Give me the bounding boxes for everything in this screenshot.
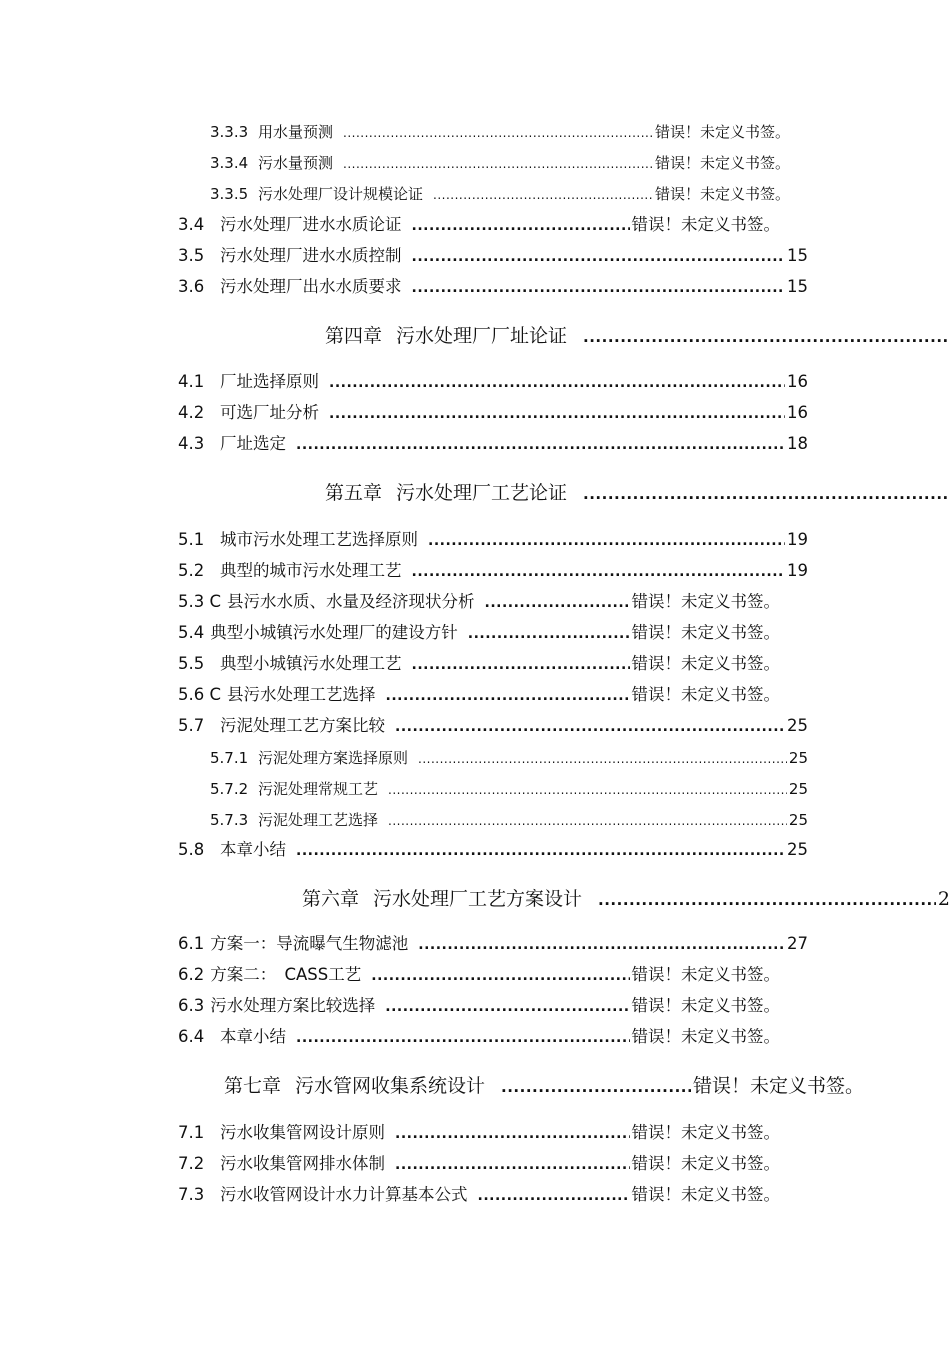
toc-page: 15: [787, 246, 808, 265]
toc-leader: [583, 323, 948, 351]
toc-number: 5.5: [178, 654, 205, 673]
toc-number: 3.3.3: [210, 123, 249, 141]
toc-title: 用水量预测: [258, 123, 334, 141]
toc-number: 5.7.3: [210, 811, 249, 829]
toc-page: 错误！未定义书签。: [631, 1154, 780, 1173]
toc-leader: [371, 964, 629, 988]
toc-title: 县污水处理工艺选择: [227, 685, 376, 704]
toc-title: 污水量预测: [258, 154, 334, 172]
toc-page: 错误！未定义书签。: [692, 1075, 864, 1097]
toc-number: 5.7: [178, 716, 205, 735]
toc-page: 错误！未定义书签。: [654, 123, 790, 141]
toc-entry[interactable]: [210, 151, 790, 175]
toc-title: 污泥处理方案选择原则: [258, 749, 409, 767]
toc-number: 第四章: [325, 325, 383, 347]
toc-leader: [296, 839, 785, 863]
toc-entry[interactable]: [178, 963, 780, 987]
toc-entry[interactable]: [178, 590, 780, 614]
toc-page: 2: [937, 888, 950, 910]
toc-number: 4.3: [178, 434, 205, 453]
toc-leader: [412, 560, 786, 584]
toc-entry[interactable]: [178, 370, 808, 394]
toc-page: 错误！未定义书签。: [631, 215, 780, 234]
toc-title: 城市污水处理工艺选择原则: [220, 530, 418, 549]
toc-entry[interactable]: [178, 244, 808, 268]
toc-title: 厂址选定: [220, 434, 286, 453]
toc-page: 19: [787, 530, 808, 549]
toc-number: 4.2: [178, 403, 205, 422]
toc-title: 污水收集管网设计原则: [220, 1123, 385, 1142]
toc-leader: [412, 214, 630, 238]
toc-page: 16: [787, 372, 808, 391]
toc-title: 县污水水质、水量及经济现状分析: [227, 592, 475, 611]
toc-number: 3.6: [178, 277, 205, 296]
toc-chapter-entry[interactable]: [325, 322, 950, 350]
toc-leader: [428, 529, 785, 553]
toc-title: 污泥处理工艺选择: [258, 811, 379, 829]
toc-entry[interactable]: [178, 994, 780, 1018]
toc-page: 错误！未定义书签。: [631, 996, 780, 1015]
toc-number: 5.7.2: [210, 780, 249, 798]
toc-title: 污水处理厂出水水质要求: [220, 277, 402, 296]
toc-number: 第七章: [224, 1075, 282, 1097]
toc-title: 污水管网收集系统设计: [295, 1075, 486, 1097]
toc-page: 错误！未定义书签。: [631, 1027, 780, 1046]
toc-title: 污水处理厂设计规模论证: [258, 185, 424, 203]
toc-number: 3.4: [178, 215, 205, 234]
toc-number: 6.4: [178, 1027, 205, 1046]
toc-number: 4.1: [178, 372, 205, 391]
toc-leader: [418, 933, 785, 957]
toc-entry[interactable]: [178, 559, 808, 583]
toc-leader: [329, 402, 785, 426]
toc-page: 错误！未定义书签。: [631, 592, 780, 611]
toc-page: 25: [788, 749, 808, 767]
toc-leader: [478, 1184, 630, 1208]
toc-leader: [296, 1026, 630, 1050]
toc-number: 第五章: [325, 482, 383, 504]
toc-leader: [296, 433, 785, 457]
toc-number: 6.2: [178, 965, 205, 984]
toc-title: 典型的城市污水处理工艺: [220, 561, 402, 580]
toc-leader: [412, 653, 630, 677]
toc-number: 5.3 C: [178, 592, 222, 611]
toc-page: 错误！未定义书签。: [631, 685, 780, 704]
toc-leader: [598, 886, 936, 914]
toc-entry[interactable]: [178, 432, 808, 456]
toc-leader: [485, 591, 630, 615]
toc-entry[interactable]: [178, 714, 808, 738]
toc-page: 16: [787, 403, 808, 422]
toc-number: 3.5: [178, 246, 205, 265]
toc-title: 厂址选择原则: [220, 372, 319, 391]
toc-entry[interactable]: [178, 838, 808, 862]
toc-number: 7.1: [178, 1123, 205, 1142]
toc-entry[interactable]: [210, 777, 808, 801]
toc-number: 6.1: [178, 934, 205, 953]
toc-number: 第六章: [302, 888, 360, 910]
toc-title: 本章小结: [220, 1027, 286, 1046]
toc-title: 污水处理方案比较选择: [210, 996, 376, 1015]
toc-entry[interactable]: [210, 746, 808, 770]
toc-entry[interactable]: [178, 683, 780, 707]
toc-leader: [395, 1122, 630, 1146]
toc-page: 25: [788, 780, 808, 798]
toc-leader: [433, 183, 653, 207]
toc-title: 典型小城镇污水处理厂的建设方针: [210, 623, 458, 642]
toc-entry[interactable]: [178, 932, 808, 956]
toc-entry[interactable]: [210, 182, 790, 206]
toc-entry[interactable]: [178, 1025, 780, 1049]
toc-leader: [386, 684, 630, 708]
toc-chapter-entry[interactable]: [224, 1072, 864, 1100]
toc-entry[interactable]: [178, 1183, 780, 1207]
toc-page: 27: [787, 934, 808, 953]
toc-title: 污泥处理工艺方案比较: [220, 716, 385, 735]
toc-page: 错误！未定义书签。: [654, 185, 790, 203]
toc-title: 污水处理厂工艺论证: [396, 482, 568, 504]
toc-title: 方案二： CASS工艺: [210, 965, 362, 984]
toc-leader: [385, 995, 629, 1019]
toc-entry[interactable]: [178, 275, 808, 299]
toc-entry[interactable]: [178, 1121, 780, 1145]
toc-number: 6.3: [178, 996, 205, 1015]
toc-title: 可选厂址分析: [220, 403, 319, 422]
toc-number: 7.3: [178, 1185, 205, 1204]
toc-number: 7.2: [178, 1154, 205, 1173]
toc-leader: [412, 245, 786, 269]
toc-number: 5.6 C: [178, 685, 222, 704]
toc-page: 19: [787, 561, 808, 580]
toc-page: 错误！未定义书签。: [631, 1123, 780, 1142]
toc-leader: [388, 778, 787, 802]
toc-entry[interactable]: [178, 621, 780, 645]
toc-leader: [343, 152, 653, 176]
toc-title: 方案一：导流曝气生物滤池: [210, 934, 409, 953]
toc-leader: [329, 371, 785, 395]
toc-leader: [388, 809, 787, 833]
toc-leader: [343, 121, 653, 145]
toc-entry[interactable]: [178, 652, 780, 676]
toc-chapter-entry[interactable]: [325, 479, 950, 507]
toc-page: 错误！未定义书签。: [654, 154, 790, 172]
toc-page: 18: [787, 434, 808, 453]
toc-page: 错误！未定义书签。: [631, 623, 780, 642]
toc-title: 本章小结: [220, 840, 286, 859]
toc-leader: [501, 1073, 691, 1101]
toc-leader: [395, 1153, 630, 1177]
toc-entry[interactable]: [178, 1152, 780, 1176]
toc-title: 污水处理厂工艺方案设计: [373, 888, 583, 910]
toc-entry[interactable]: [210, 808, 808, 832]
toc-leader: [583, 480, 948, 508]
toc-number: 5.2: [178, 561, 205, 580]
toc-page: 错误！未定义书签。: [631, 654, 780, 673]
toc-title: 污水收管网设计水力计算基本公式: [220, 1185, 468, 1204]
toc-title: 污水处理厂进水水质控制: [220, 246, 402, 265]
toc-title: 污水收集管网排水体制: [220, 1154, 385, 1173]
toc-page: 错误！未定义书签。: [631, 965, 780, 984]
toc-number: 5.4: [178, 623, 205, 642]
toc-number: 3.3.5: [210, 185, 249, 203]
toc-title: 污水处理厂进水水质论证: [220, 215, 402, 234]
toc-number: 5.8: [178, 840, 205, 859]
toc-leader: [395, 715, 785, 739]
toc-leader: [418, 747, 787, 771]
toc-page: 25: [787, 840, 808, 859]
toc-leader: [468, 622, 630, 646]
toc-chapter-entry[interactable]: [302, 885, 950, 913]
toc-page: 错误！未定义书签。: [631, 1185, 780, 1204]
toc-number: 5.7.1: [210, 749, 249, 767]
toc-entry[interactable]: [178, 528, 808, 552]
toc-entry[interactable]: [210, 120, 790, 144]
toc-page: 15: [787, 277, 808, 296]
toc-leader: [412, 276, 786, 300]
toc-title: 典型小城镇污水处理工艺: [220, 654, 402, 673]
toc-entry[interactable]: [178, 213, 780, 237]
toc-title: 污水处理厂厂址论证: [396, 325, 568, 347]
toc-entry[interactable]: [178, 401, 808, 425]
toc-page: 25: [788, 811, 808, 829]
toc-page: 25: [787, 716, 808, 735]
toc-title: 污泥处理常规工艺: [258, 780, 379, 798]
toc-number: 5.1: [178, 530, 205, 549]
toc-number: 3.3.4: [210, 154, 249, 172]
